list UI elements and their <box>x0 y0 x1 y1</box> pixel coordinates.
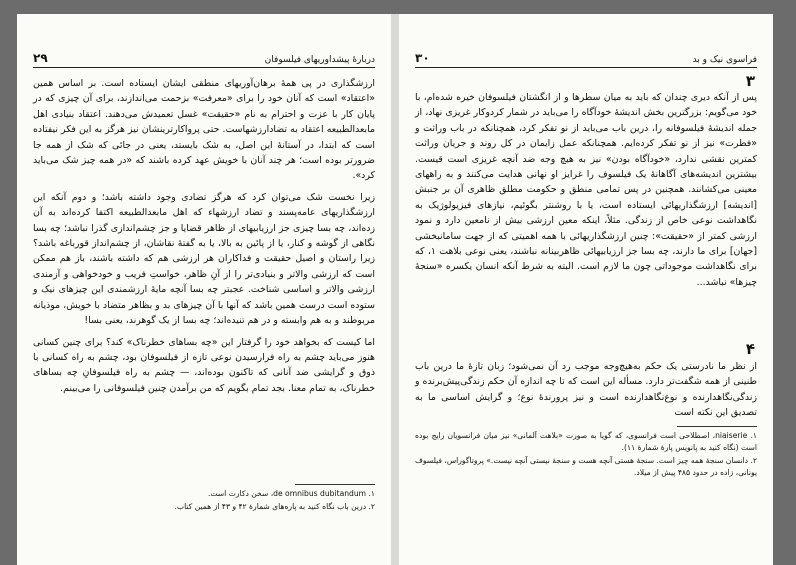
section-3-text <box>415 90 757 296</box>
left-footnote-1: ۱. de omnibus dubitandum، سخن دکارت است. <box>207 489 375 498</box>
left-running-head: دربارهٔ پیشداوریهای فیلسوفان <box>264 55 375 65</box>
right-page-header <box>415 48 757 68</box>
left-footnote-2: ۲. درین باب نگاه کنید به پاره‌های شمارهٔ ۴۲ و ۴۳ از همین کتاب. <box>174 502 375 511</box>
section-number-4: ۴ <box>745 340 755 358</box>
right-page-number: ۳۰ <box>415 51 430 65</box>
left-page-number: ۲۹ <box>33 51 48 65</box>
section-4-paragraph: از نظر ما نادرستی یک حکم به‌هیچ‌وجه موجب رد آن نمی‌شود؛ زبان تازهٔ ما درین باب طنینی از همه شگفت‌تر دارد. مسأله این است که تا چه اندازه آن حکم زندگی‌پیش‌برنده و زندگی‌نگاهدارنده و نوع‌نگاهدارنده است و نیز پرورندهٔ نوع؛ و گرایش اساسی ما به تصدیق این نکته است <box>415 361 757 419</box>
left-page <box>17 14 391 565</box>
left-page-header <box>33 48 375 68</box>
right-running-head: فراسوی نیک و بد <box>692 55 757 65</box>
right-footnotes <box>415 430 757 480</box>
right-footnote-2: ۲. دانسان سنجهٔ همه چیز است. سنجهٔ هستی آنچه هست و سنجهٔ نیستی آنچه نیست.» پروتاگوراس، فیلسوف یونانی، زاده در حدود ۴۸۵ پیش از میلاد. <box>415 456 757 477</box>
left-page-body <box>33 76 375 402</box>
section-4-text <box>415 359 757 427</box>
right-footnote-rule <box>677 426 757 427</box>
left-footnotes <box>33 488 375 514</box>
section-3-paragraph: پس از آنکه دیری چندان که باید به میان سطرها و از انگشتان فیلسوفان خیره شده‌ام، با خود می‌گویم: بزرگترین بخش اندیشهٔ خودآگاه را می‌باید در شمار کردوکار غریزی نهاد، از جمله اندیشهٔ فیلسوفانه را، درین باب می‌باید از نو تفکر کرد، همچنانکه در باب وراثت و «فطرت» نیز از نو تفکر کرده‌ایم. همچنانکه عمل زایمان در کل روند و جریان وراثت کمترین نقشی ندارد، «خودآگاه بودن» نیز به هیچ وجه ضد آنچه غریزی است قیست. بیشترین اندیشه‌های آگاهانهٔ یک فیلسوف را غرایز او نهانی هدایت می‌کنند و به راههای معینی می‌کشانند. همچنین در پس تمامی منطق و حکومت مطلق ظاهری آن بر جنبش [اندیشه] ارزشگذاریهائی ایستاده است، یا با روشنتر بگوئیم، نیازهای فیزیولوژیک به نگاهداشت نوعی خاص از زندگی. مثلاً، اینکه معین ارزشی بیش از نامعین دارد و نمود ارزشی کمتر از «حقیقت»: چنین ارزشگذاریهائی با همه اهمیتی که از جهت سامانبخشی [جهان] برای ما دارند، چه بسا جز ارزیابیهائی ظاهربینانه نباشند، یعنی نوعی بلاهت ۱، که برای نگاهداشت موجوداتی چون ما لازم است. البته به شرط آنکه انسان یکسره «سنجهٔ چیزها» نباشد... <box>415 92 757 288</box>
section-number-3: ۳ <box>745 72 755 90</box>
book-spine <box>391 14 399 565</box>
left-paragraph-3: اما کیست که بخواهد خود را گرفتار این «چه بساهای خطرناک» کند؟ برای چنین کسانی هنوز می‌باید چشم به راه فرارسیدن نوعی تازه از فیلسوفان بود، چشم به راه کسانی با ذوق و گرایشی ضد آنانی که تاکنون بوده‌اند، — چشم به راه فیلسوفانِ چه بساهای خطرناک، به تمام معنا. بجد تمام بگویم که من برآمدن چنین فیلسوفانی را می‌بینم. <box>33 336 375 394</box>
left-paragraph-1: ارزشگذاری در پی همهٔ برهان‌آوریهای منطقی ایشان ایستاده است. بر اساس همین «اعتقاد» است که آنان خود را برای «معرفت» بزحمت می‌اندازند، برای آن چیزی که در پایان کار با عزت و احترام به نام «حقیقت» غسل تعمیدش می‌دهند. اعتقاد بنیادی اهل مابعدالطبیعه اعتقاد به تضادارزشهاست. حتی پروا‌کارترینشان نیز هرگز به این فکر نیفتاده است که ابتدا، در آستانهٔ این اصل، به شک بایستد، یعنی در جائی که شک از همه جا ضرورتر بوده است؛ هر چند آنان با خویش عهد کرده باشند که «در همه چیز شک می‌باید کرد». <box>33 78 375 182</box>
left-footnote-rule <box>295 484 375 485</box>
right-page <box>399 14 773 565</box>
left-paragraph-2: زیرا نخست شک می‌توان کرد که هرگز تضادی وجود داشته باشد؛ و دوم آنکه این ارزشگذاریهای عامه‌پسند و تضاد ارزشهاء که اهل مابعدالطبیعه اکتفا کرده‌اند به آن زده‌اند، چه بسا چیزی جز ارزیابیهای از ظاهر قضایا و جز چشم‌اندازی گذرا نباشد؛ چه بسا نگاهی از گوشه و کنار، یا از پائین به بالا، یا به گفتهٔ نقاشان، از چشم‌انداز قورباغه باشد؟ زیرا راستان و اصیل حقیقت و فداکاران هر ارزشی هم که داشته باشند، باز هم ممکن است که ارزشی والاتر و بنیادی‌تر را از آنِ ظاهر، خواستِ فریب و خودخواهی و آزمندی ارزشی والاتر و اساسی شناخت. عجبتر چه بسا آنچه مایهٔ ارزشمندی این چیزهای نیک و ستوده است درست همین باشد که آنها با آن چیزهای بد و بظاهر متضاد با خویش، موذیانه مربوطند و به هم وابسته و در هم تنیده‌اند؛ چه بسا از یک گوهرند، یعنی بسا! <box>33 191 375 327</box>
right-footnote-1: ۱. niaiserie، اصطلاحی است فرانسوی، که گویا به صورت «بلاهت آلمانی» نیز میان فرانسویان رایج بوده است (نگاه کنید به پانویس پارهٔ شمارهٔ ۱۱). <box>415 431 758 452</box>
